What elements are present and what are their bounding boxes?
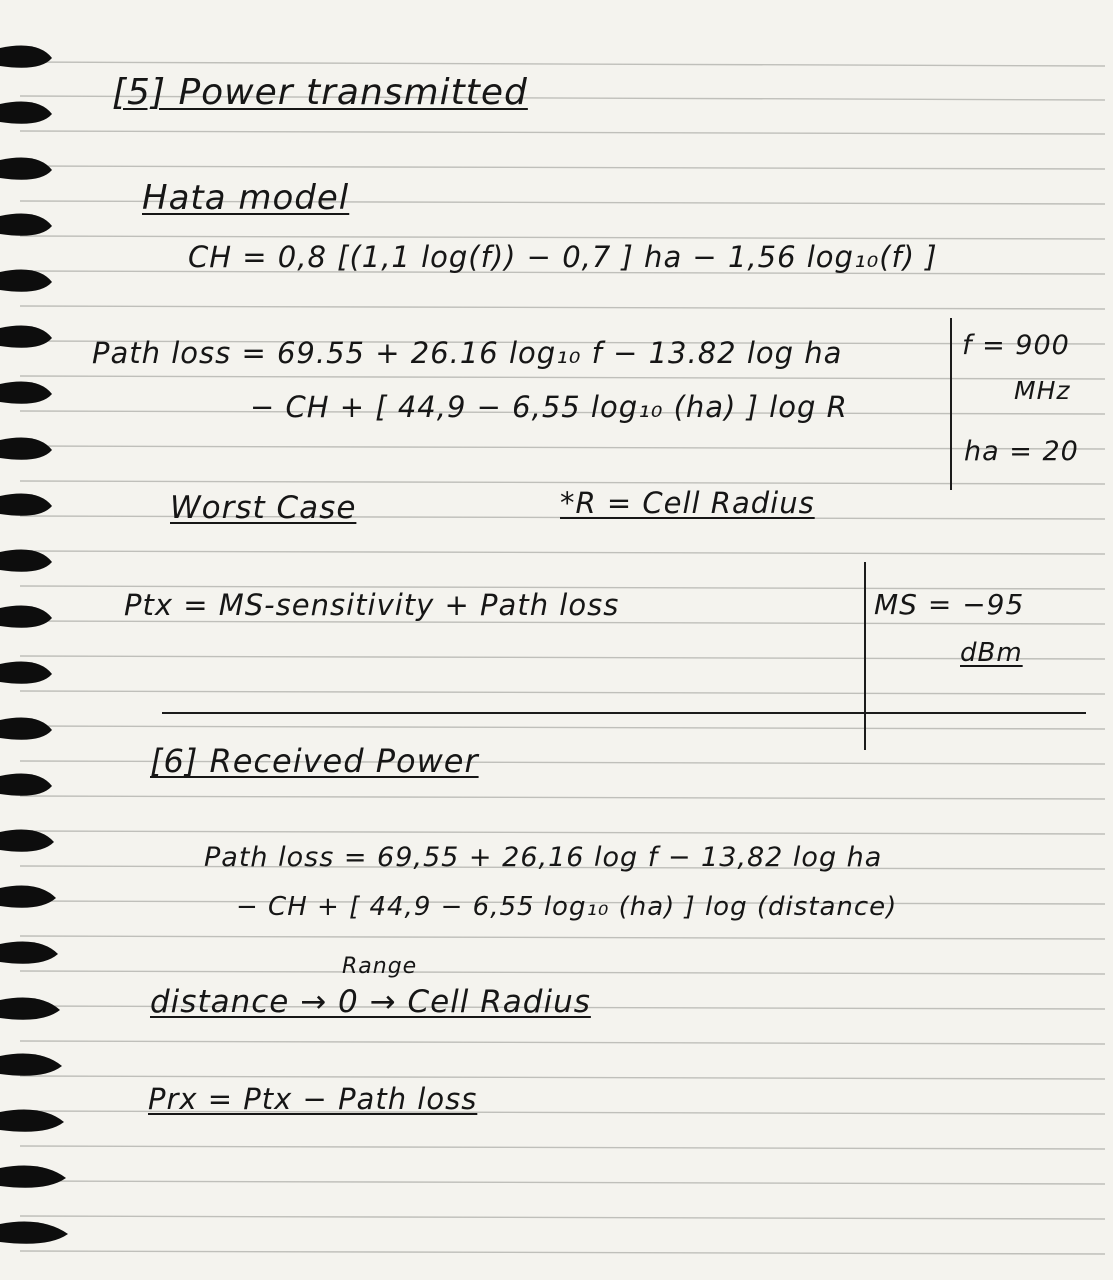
section5-heading: [5] Power transmitted — [112, 72, 528, 113]
spiral-binding — [0, 0, 80, 1280]
side-ms-unit: dBm — [960, 638, 1023, 668]
prx-equation: Prx = Ptx − Path loss — [148, 1082, 478, 1116]
section-divider — [162, 712, 1086, 714]
hata-model-label: Hata model — [142, 178, 350, 218]
worst-case-label: Worst Case — [170, 490, 357, 526]
received-pathloss-line2: − CH + [ 44,9 − 6,55 log₁₀ (ha) ] log (distance) — [236, 892, 898, 922]
received-pathloss-line1: Path loss = 69,55 + 26,16 log f − 13,82 log ha — [204, 842, 883, 873]
side-f-value: f = 900 — [962, 330, 1070, 361]
ptx-equation: Ptx = MS-sensitivity + Path loss — [124, 588, 620, 622]
pathloss-line1: Path loss = 69.55 + 26.16 log₁₀ f − 13.82 log ha — [92, 336, 843, 370]
side-f-unit: MHz — [1014, 376, 1071, 405]
r-note: *R = Cell Radius — [560, 486, 815, 520]
side-ha-value: ha = 20 — [964, 436, 1079, 467]
side-divider-bottom — [864, 562, 866, 750]
side-divider-top — [950, 318, 952, 490]
pathloss-line2: − CH + [ 44,9 − 6,55 log₁₀ (ha) ] log R — [250, 390, 848, 424]
distance-line: distance → 0 → Cell Radius — [150, 984, 591, 1020]
section6-heading: [6] Received Power — [150, 742, 479, 780]
range-label: Range — [342, 954, 418, 979]
ch-formula: CH = 0,8 [(1,1 log(f)) − 0,7 ] ha − 1,56 log₁₀(f) ] — [188, 240, 938, 274]
side-ms-value: MS = −95 — [874, 588, 1025, 621]
